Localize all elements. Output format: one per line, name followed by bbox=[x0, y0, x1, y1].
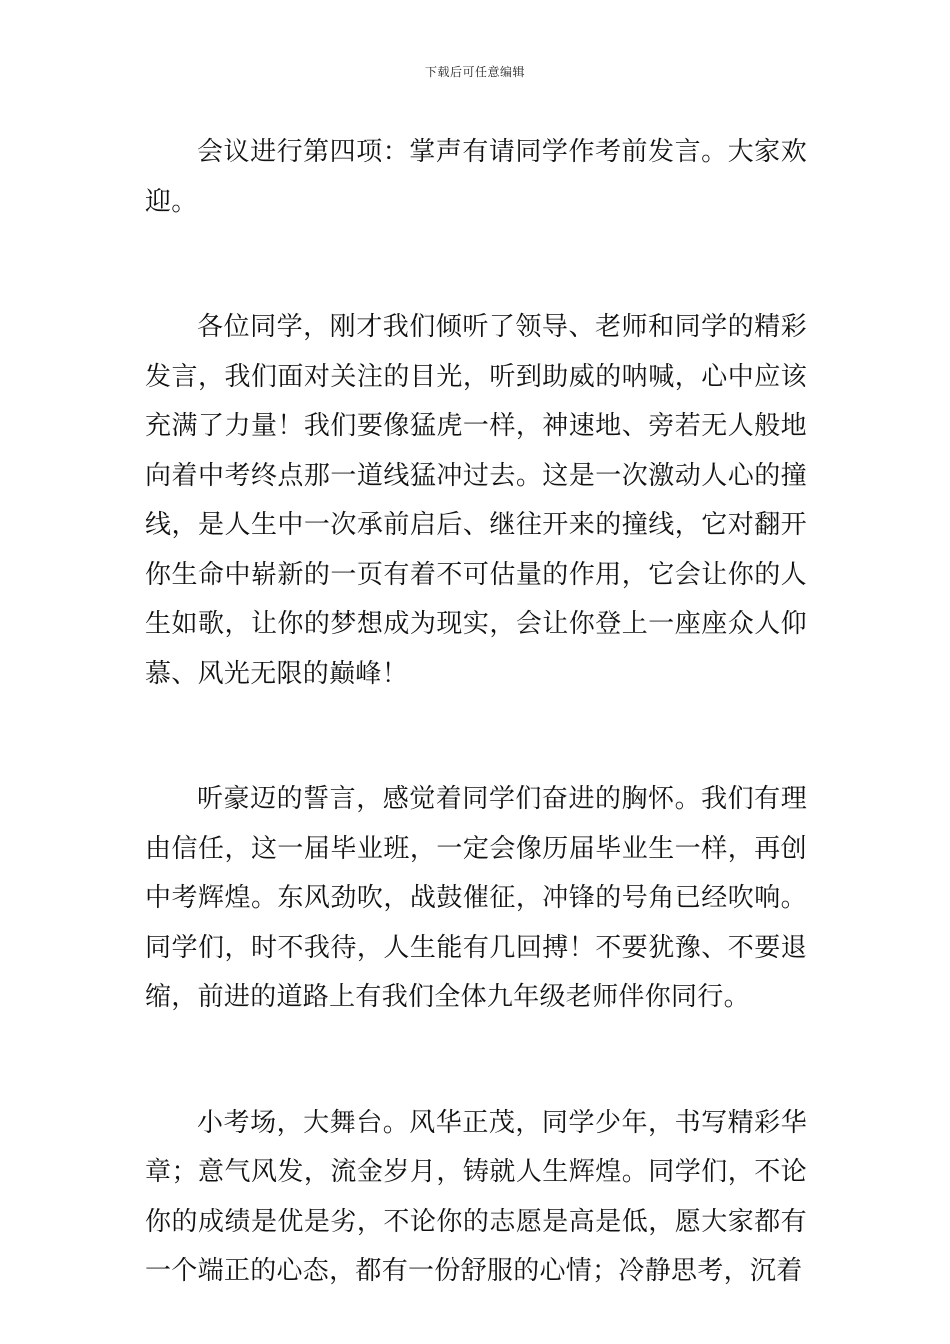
paragraph-oath: 听豪迈的誓言，感觉着同学们奋进的胸怀。我们有理由信任，这一届毕业班，一定会像历届毕业生一样，再创中考辉煌。东风劲吹，战鼓催征，冲锋的号角已经吹响。同学们，时不我待，人生能有几回搏！不要犹豫、不要退缩，前进的道路上有我们全体九年级老师伴你同行。 bbox=[145, 784, 807, 1012]
paragraph-agenda: 会议进行第四项：掌声有请同学作考前发言。大家欢迎。 bbox=[145, 137, 807, 217]
paragraph-stage: 小考场，大舞台。风华正茂，同学少年，书写精彩华章；意气风发，流金岁月，铸就人生辉煌。同学们，不论你的成绩是优是劣，不论你的志愿是高是低，愿大家都有一个端正的心态，都有一份舒服的心情；冷静思考，沉着 bbox=[145, 1107, 807, 1286]
document-body bbox=[145, 128, 807, 1297]
paragraph-speech-opening: 各位同学，刚才我们倾听了领导、老师和同学的精彩发言，我们面对关注的目光，听到助威的呐喊，心中应该充满了力量！我们要像猛虎一样，神速地、旁若无人般地向着中考终点那一道线猛冲过去。这是一次激动人心的撞线，是人生中一次承前启后、继往开来的撞线，它对翻开你生命中崭新的一页有着不可估量的作用，它会让你的人生如歌，让你的梦想成为现实，会让你登上一座座众人仰慕、风光无限的巅峰！ bbox=[145, 312, 807, 689]
header-note: 下载后可任意编辑 bbox=[424, 65, 525, 79]
